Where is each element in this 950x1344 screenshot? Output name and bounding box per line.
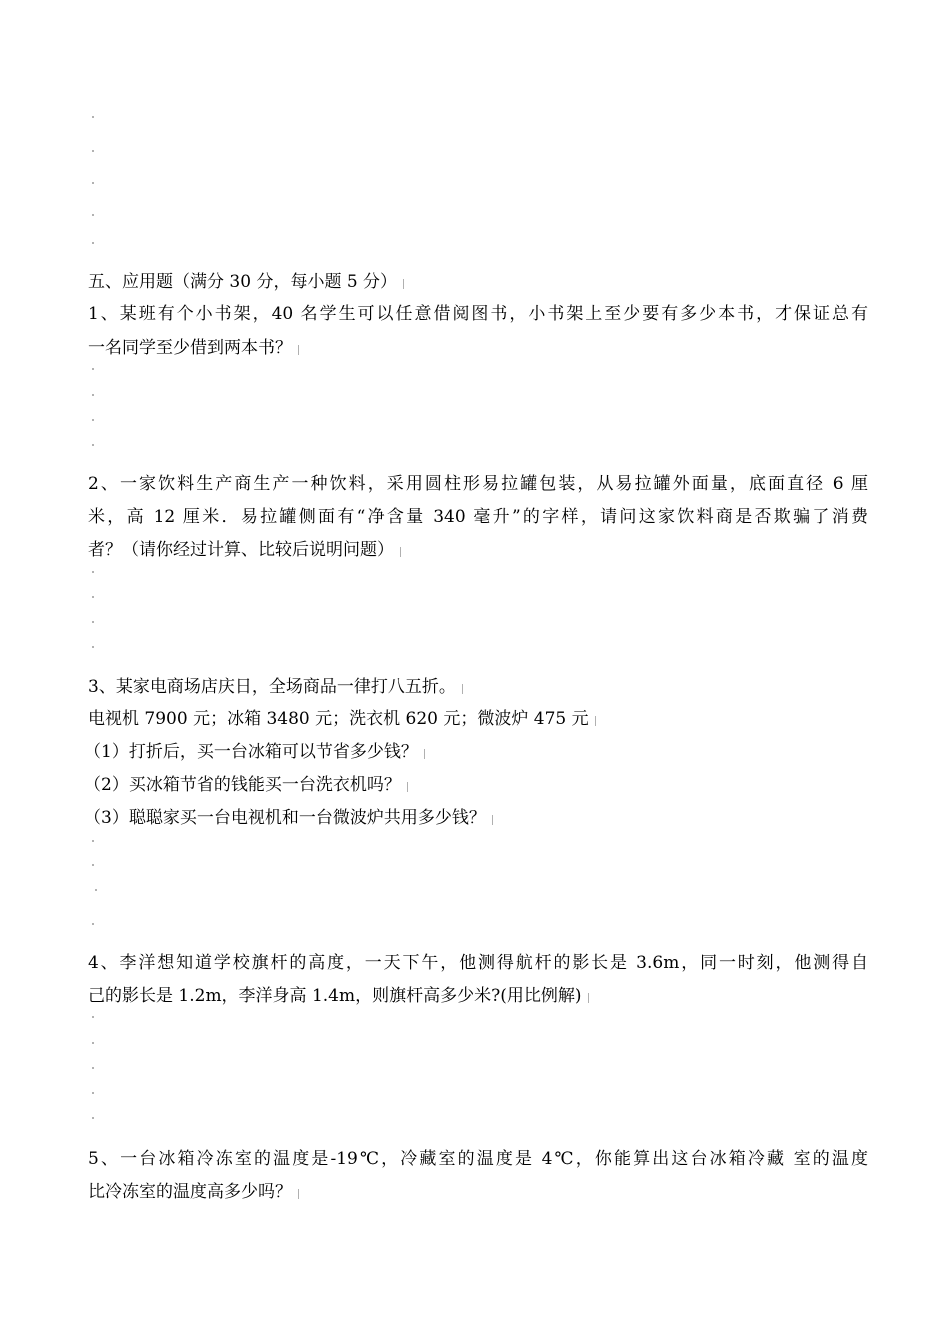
paragraph-mark <box>92 1067 94 1069</box>
question-1-line-2: 一名同学至少借到两本书？ <box>88 337 868 359</box>
paragraph-mark <box>92 394 94 396</box>
paragraph-mark <box>92 1092 94 1094</box>
question-3-sub-2: （2）买冰箱节省的钱能买一台洗衣机吗？ <box>84 774 864 796</box>
question-2-line-3: 者？（请你经过计算、比较后说明问题） <box>88 539 868 561</box>
paragraph-mark <box>92 242 94 244</box>
paragraph-mark <box>92 571 94 573</box>
question-4-line-1: 4、李洋想知道学校旗杆的高度，一天下午，他测得航杆的影长是 3.6m，同一时刻，他测得自 <box>88 953 868 973</box>
paragraph-mark <box>92 1042 94 1044</box>
question-2-line-1: 2、一家饮料生产商生产一种饮料，采用圆柱形易拉罐包装，从易拉罐外面量，底面直径 6 厘 <box>88 474 868 494</box>
paragraph-mark <box>92 182 94 184</box>
paragraph-mark <box>92 621 94 623</box>
question-1-line-1: 1、某班有个小书架，40 名学生可以任意借阅图书，小书架上至少要有多少本书，才保证总有 <box>88 304 868 324</box>
question-3-sub-1: （1）打折后，买一台冰箱可以节省多少钱？ <box>84 741 864 763</box>
question-3-intro: 3、某家电商场店庆日，全场商品一律打八五折。 <box>88 676 868 698</box>
paragraph-mark <box>92 864 94 866</box>
paragraph-mark <box>95 889 97 891</box>
question-5-line-2: 比冷冻室的温度高多少吗？ <box>88 1181 868 1203</box>
question-5-line-1: 5、一台冰箱冷冻室的温度是-19℃，冷藏室的温度是 4℃，你能算出这台冰箱冷藏 室的温度 <box>88 1149 868 1169</box>
paragraph-mark <box>92 1016 94 1018</box>
paragraph-mark <box>92 116 94 118</box>
paragraph-mark <box>92 444 94 446</box>
question-3-price-list: 电视机 7900 元；冰箱 3480 元；洗衣机 620 元；微波炉 475 元 <box>88 708 868 730</box>
question-2-line-2: 米，高 12 厘米．易拉罐侧面有“净含量 340 毫升”的字样，请问这家饮料商是否欺骗了消费 <box>88 507 868 527</box>
paragraph-mark <box>92 596 94 598</box>
paragraph-mark <box>92 1117 94 1119</box>
paragraph-mark <box>92 368 94 370</box>
paragraph-mark <box>92 923 94 925</box>
paragraph-mark <box>92 150 94 152</box>
section-title: 五、应用题（满分 30 分，每小题 5 分） <box>88 271 868 293</box>
paragraph-mark <box>92 840 94 842</box>
question-4-line-2: 己的影长是 1.2m，李洋身高 1.4m，则旗杆高多少米?(用比例解) <box>88 985 868 1007</box>
paragraph-mark <box>92 419 94 421</box>
paragraph-mark <box>92 214 94 216</box>
paragraph-mark <box>92 646 94 648</box>
question-3-sub-3: （3）聪聪家买一台电视机和一台微波炉共用多少钱？ <box>84 807 864 829</box>
